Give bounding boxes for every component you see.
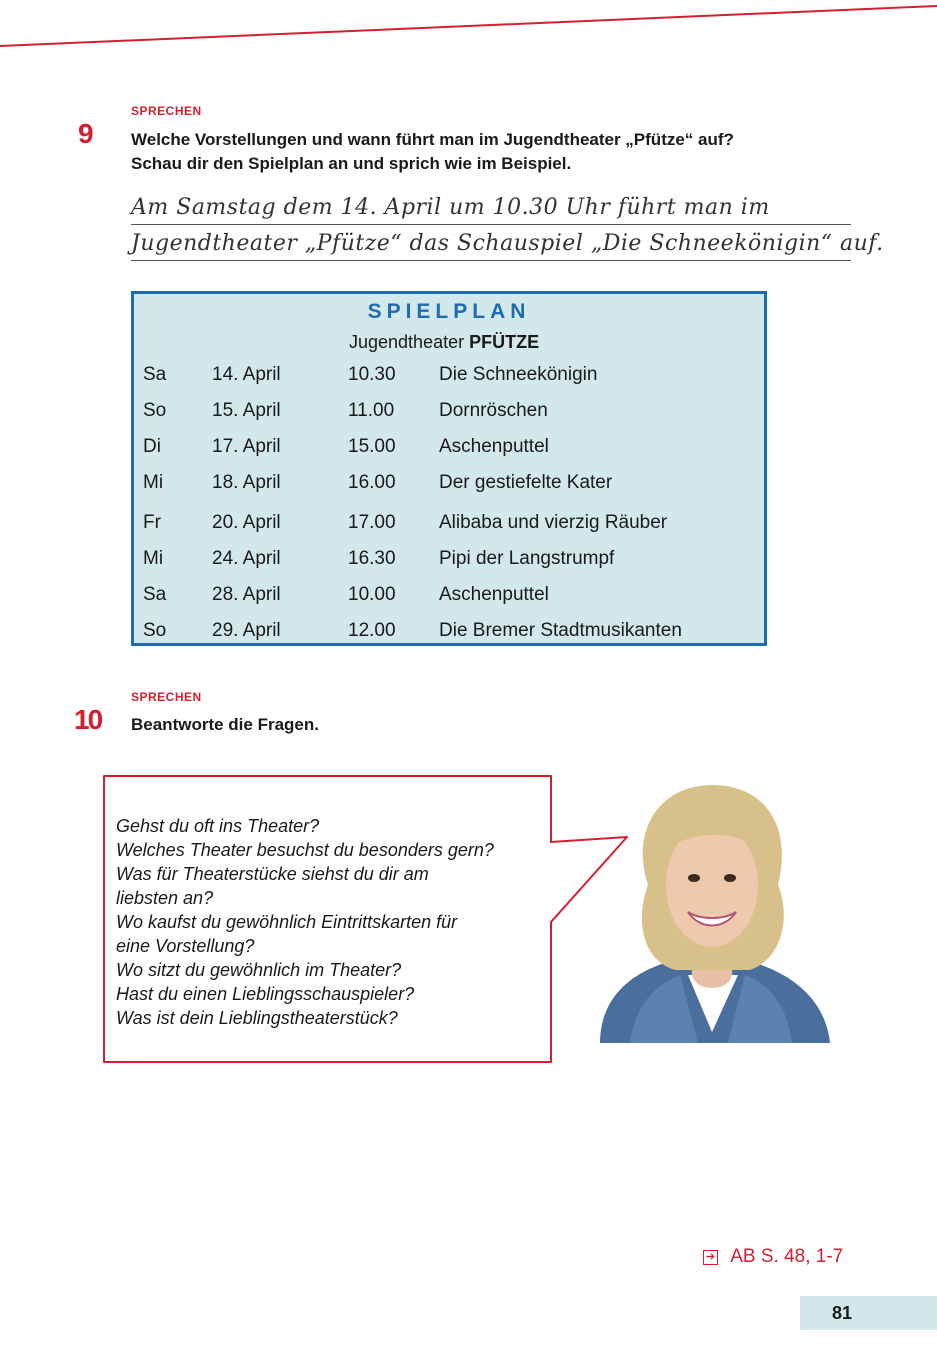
question-line: liebsten an? bbox=[116, 888, 214, 908]
schedule-row bbox=[134, 400, 764, 428]
schedule-row bbox=[134, 584, 764, 612]
schedule-subtitle-prefix: Jugendtheater bbox=[349, 332, 465, 352]
woman-photo bbox=[580, 770, 842, 1043]
exercise9-instruction-line2: Schau dir den Spielplan an und sprich wie im Beispiel. bbox=[131, 154, 572, 173]
schedule-play: Die Schneekönigin bbox=[439, 364, 598, 385]
schedule-play: Aschenputtel bbox=[439, 436, 549, 457]
question-line: Was für Theaterstücke siehst du dir am bbox=[116, 864, 429, 884]
schedule-subtitle bbox=[349, 332, 539, 353]
schedule-date: 17. April bbox=[212, 436, 281, 457]
schedule-time: 17.00 bbox=[348, 512, 396, 533]
exercise10-instruction: Beantworte die Fragen. bbox=[131, 715, 319, 734]
schedule-time: 11.00 bbox=[348, 400, 395, 421]
schedule-time: 16.00 bbox=[348, 472, 396, 493]
schedule-date: 18. April bbox=[212, 472, 281, 493]
schedule-row bbox=[134, 472, 764, 500]
schedule-date: 20. April bbox=[212, 512, 281, 533]
schedule-play: Der gestiefelte Kater bbox=[439, 472, 613, 493]
exercise9-instruction-line1: Welche Vorstellungen und wann führt man im Jugendtheater „Pfütze“ auf? bbox=[131, 130, 734, 149]
schedule-row bbox=[134, 436, 764, 464]
schedule-play: Alibaba und vierzig Räuber bbox=[439, 512, 668, 533]
question-list bbox=[116, 814, 556, 1030]
exercise10-section-label: SPRECHEN bbox=[131, 690, 202, 704]
question-line: Wo sitzt du gewöhnlich im Theater? bbox=[116, 960, 402, 980]
schedule-time: 15.00 bbox=[348, 436, 396, 457]
schedule-table bbox=[131, 291, 767, 646]
schedule-time: 10.30 bbox=[348, 364, 396, 385]
example-answer-line2: Jugendtheater „Pfütze“ das Schauspiel „Die Schneekönigin“ auf. bbox=[131, 230, 851, 261]
schedule-day: Mi bbox=[143, 472, 164, 493]
schedule-row bbox=[134, 364, 764, 392]
schedule-row bbox=[134, 548, 764, 576]
exercise9-number: 9 bbox=[78, 118, 94, 149]
schedule-day: So bbox=[143, 620, 167, 641]
schedule-time: 12.00 bbox=[348, 620, 396, 641]
schedule-date: 28. April bbox=[212, 584, 281, 605]
schedule-date: 24. April bbox=[212, 548, 281, 569]
example-answer-line1: Am Samstag dem 14. April um 10.30 Uhr führt man im bbox=[131, 194, 851, 225]
schedule-row bbox=[134, 620, 764, 648]
question-line: Gehst du oft ins Theater? bbox=[116, 816, 320, 836]
schedule-play: Pipi der Langstrumpf bbox=[439, 548, 615, 569]
schedule-date: 29. April bbox=[212, 620, 281, 641]
schedule-subtitle-name: PFÜTZE bbox=[469, 332, 540, 352]
schedule-play: Die Bremer Stadtmusikanten bbox=[439, 620, 682, 641]
schedule-time: 16.30 bbox=[348, 548, 396, 569]
schedule-day: So bbox=[143, 400, 167, 421]
top-red-rule bbox=[0, 0, 937, 50]
schedule-row bbox=[134, 512, 764, 540]
schedule-time: 10.00 bbox=[348, 584, 396, 605]
workbook-reference bbox=[703, 1246, 843, 1268]
exercise10-number: 10 bbox=[74, 704, 102, 735]
exercise9-instruction bbox=[131, 128, 734, 176]
arrow-box-icon: ➔ bbox=[703, 1250, 718, 1265]
schedule-day: Sa bbox=[143, 584, 167, 605]
schedule-play: Dornröschen bbox=[439, 400, 548, 421]
schedule-play: Aschenputtel bbox=[439, 584, 549, 605]
schedule-day: Sa bbox=[143, 364, 167, 385]
schedule-date: 14. April bbox=[212, 364, 281, 385]
question-line: Was ist dein Lieblingstheaterstück? bbox=[116, 1008, 398, 1028]
question-line: Wo kaufst du gewöhnlich Eintrittskarten für bbox=[116, 912, 458, 932]
schedule-date: 15. April bbox=[212, 400, 281, 421]
workbook-reference-text: AB S. 48, 1-7 bbox=[730, 1246, 844, 1267]
schedule-day: Di bbox=[143, 436, 161, 457]
question-line: eine Vorstellung? bbox=[116, 936, 255, 956]
question-line: Hast du einen Lieblingsschauspieler? bbox=[116, 984, 415, 1004]
schedule-day: Fr bbox=[143, 512, 161, 533]
question-line: Welches Theater besuchst du besonders gern? bbox=[116, 840, 494, 860]
schedule-day: Mi bbox=[143, 548, 164, 569]
schedule-title: SPIELPLAN bbox=[367, 300, 531, 323]
page-number: 81 bbox=[800, 1296, 937, 1330]
exercise9-section-label: SPRECHEN bbox=[131, 104, 202, 118]
